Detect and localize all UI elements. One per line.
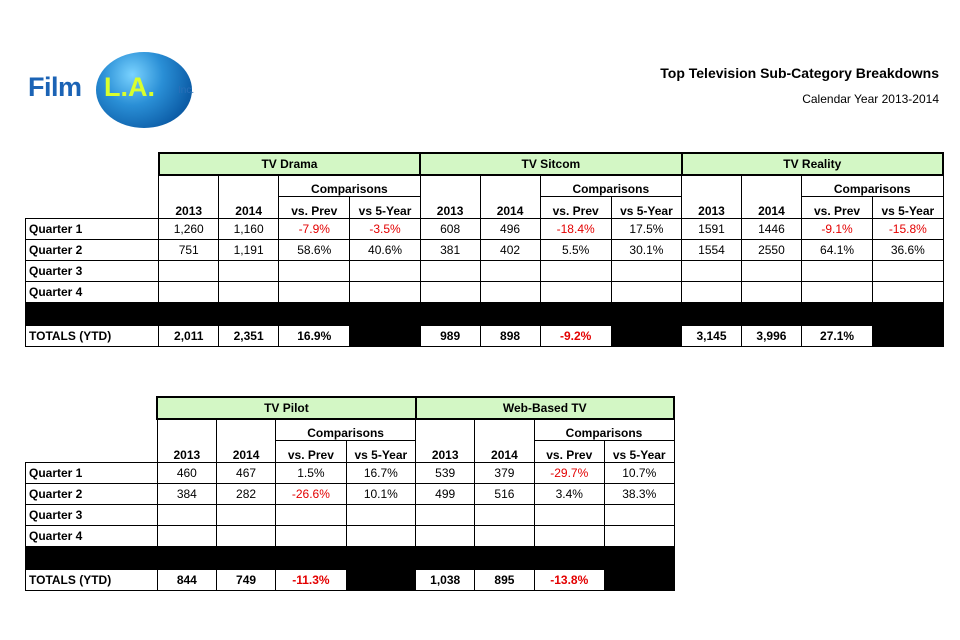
totals-label: TOTALS (YTD)	[26, 326, 159, 347]
vs-prev-header: vs. Prev	[534, 441, 604, 463]
table-cell	[480, 261, 540, 282]
table-cell	[540, 282, 611, 303]
table-cell	[534, 505, 604, 526]
table-cell	[276, 505, 346, 526]
table-cell	[420, 261, 480, 282]
row-label: Quarter 1	[26, 219, 159, 240]
logo-inc-text: Inc.	[178, 85, 195, 96]
group-header: TV Pilot	[157, 397, 415, 419]
table-cell	[159, 261, 219, 282]
table-cell	[534, 526, 604, 547]
table-cell	[157, 526, 216, 547]
totals-cell	[604, 570, 674, 591]
totals-cell: 2,011	[159, 326, 219, 347]
table-cell	[219, 282, 279, 303]
row-label: Quarter 1	[26, 463, 158, 484]
table-cell: -9.1%	[801, 219, 872, 240]
totals-cell	[873, 326, 943, 347]
totals-cell	[611, 326, 681, 347]
table-cell	[279, 261, 350, 282]
totals-cell: 1,038	[416, 570, 475, 591]
table-cell: 381	[420, 240, 480, 261]
table-cell: 1,160	[219, 219, 279, 240]
table-cell: 467	[216, 463, 275, 484]
table-cell: 64.1%	[801, 240, 872, 261]
table-row	[26, 484, 675, 505]
table-cell	[475, 505, 534, 526]
table-cell: 40.6%	[350, 240, 420, 261]
label-blank	[26, 197, 159, 219]
table-cell	[350, 282, 420, 303]
table-cell: 1,191	[219, 240, 279, 261]
totals-cell: 16.9%	[279, 326, 350, 347]
comparisons-header-row	[26, 175, 944, 197]
table-cell: 38.3%	[604, 484, 674, 505]
year-header: 2013	[416, 419, 475, 463]
corner-blank	[26, 397, 158, 419]
table-cell	[350, 261, 420, 282]
vs-5-year-header: vs 5-Year	[604, 441, 674, 463]
table-cell: -18.4%	[540, 219, 611, 240]
vs-prev-header: vs. Prev	[276, 441, 346, 463]
vs-prev-header: vs. Prev	[279, 197, 350, 219]
table-cell	[611, 282, 681, 303]
table-cell	[279, 282, 350, 303]
table-row	[26, 240, 944, 261]
table-cell: 5.5%	[540, 240, 611, 261]
table-cell: -3.5%	[350, 219, 420, 240]
table-cell: 1591	[682, 219, 742, 240]
table-cell: 460	[157, 463, 216, 484]
table-cell: 282	[216, 484, 275, 505]
table-cell: 1,260	[159, 219, 219, 240]
table-row	[26, 261, 944, 282]
year-header: 2014	[216, 419, 275, 463]
table-cell	[416, 526, 475, 547]
table-row	[26, 463, 675, 484]
filmla-logo	[28, 52, 198, 130]
table-cell	[346, 505, 415, 526]
corner-blank	[26, 153, 159, 175]
totals-row	[26, 570, 675, 591]
table-cell: 3.4%	[534, 484, 604, 505]
table-cell: 1446	[741, 219, 801, 240]
table-cell	[276, 526, 346, 547]
group-header: TV Sitcom	[420, 153, 681, 175]
totals-cell: 2,351	[219, 326, 279, 347]
totals-cell: 844	[157, 570, 216, 591]
table-cell: 2550	[741, 240, 801, 261]
table-cell	[157, 505, 216, 526]
table-row	[26, 505, 675, 526]
table-cell	[682, 282, 742, 303]
table-cell	[741, 282, 801, 303]
totals-cell: 895	[475, 570, 534, 591]
table-cell	[416, 505, 475, 526]
totals-cell: 3,996	[741, 326, 801, 347]
table-cell: 379	[475, 463, 534, 484]
row-label: Quarter 3	[26, 261, 159, 282]
vs-5-year-header: vs 5-Year	[873, 197, 943, 219]
totals-cell: 989	[420, 326, 480, 347]
table-cell: 499	[416, 484, 475, 505]
year-header: 2014	[219, 175, 279, 219]
table-cell	[420, 282, 480, 303]
table-cell	[604, 505, 674, 526]
vs-5-year-header: vs 5-Year	[346, 441, 415, 463]
vs-prev-header: vs. Prev	[801, 197, 872, 219]
page-subtitle: Calendar Year 2013-2014	[802, 92, 939, 106]
table-cell	[801, 261, 872, 282]
totals-cell: 3,145	[682, 326, 742, 347]
year-header-row	[26, 441, 675, 463]
table-cell: -26.6%	[276, 484, 346, 505]
totals-cell: -13.8%	[534, 570, 604, 591]
vs-5-year-header: vs 5-Year	[350, 197, 420, 219]
row-label: Quarter 4	[26, 526, 158, 547]
label-blank	[26, 175, 159, 197]
year-header: 2013	[682, 175, 742, 219]
table-cell: 30.1%	[611, 240, 681, 261]
separator-bar	[26, 547, 675, 570]
row-label: Quarter 4	[26, 282, 159, 303]
row-label: Quarter 2	[26, 240, 159, 261]
separator-bar-cell	[26, 303, 944, 326]
page-title: Top Television Sub-Category Breakdowns	[660, 65, 939, 81]
logo-film-text: Film	[28, 72, 82, 102]
table-cell	[604, 526, 674, 547]
table-cell	[682, 261, 742, 282]
table-cell	[216, 526, 275, 547]
table-cell: 402	[480, 240, 540, 261]
year-header: 2013	[159, 175, 219, 219]
vs-5-year-header: vs 5-Year	[611, 197, 681, 219]
totals-cell: 749	[216, 570, 275, 591]
table-cell: 1.5%	[276, 463, 346, 484]
vs-prev-header: vs. Prev	[540, 197, 611, 219]
totals-cell: 27.1%	[801, 326, 872, 347]
table-cell: 496	[480, 219, 540, 240]
row-label: Quarter 3	[26, 505, 158, 526]
table-cell	[216, 505, 275, 526]
table-cell	[346, 526, 415, 547]
table-cell: -7.9%	[279, 219, 350, 240]
year-header: 2014	[475, 419, 534, 463]
table-cell: 36.6%	[873, 240, 943, 261]
table-cell: 1554	[682, 240, 742, 261]
year-header: 2013	[420, 175, 480, 219]
table-cell: 384	[157, 484, 216, 505]
comparisons-header: Comparisons	[276, 419, 416, 441]
totals-row	[26, 326, 944, 347]
table-cell	[540, 261, 611, 282]
table-row	[26, 526, 675, 547]
table-cell	[480, 282, 540, 303]
table-cell: -29.7%	[534, 463, 604, 484]
year-header: 2014	[741, 175, 801, 219]
group-header: TV Drama	[159, 153, 420, 175]
table-cell	[475, 526, 534, 547]
label-blank	[26, 419, 158, 441]
table-row	[26, 219, 944, 240]
table-cell: 10.1%	[346, 484, 415, 505]
group-header: TV Reality	[682, 153, 943, 175]
comparisons-header: Comparisons	[534, 419, 674, 441]
totals-cell: 898	[480, 326, 540, 347]
logo-la-text: L.A.	[104, 72, 155, 102]
table-cell	[741, 261, 801, 282]
comparisons-header-row	[26, 419, 675, 441]
totals-cell	[350, 326, 420, 347]
totals-cell: -9.2%	[540, 326, 611, 347]
table-cell: 608	[420, 219, 480, 240]
table-cell: 10.7%	[604, 463, 674, 484]
table-cell: 751	[159, 240, 219, 261]
table-cell	[611, 261, 681, 282]
table-cell: 516	[475, 484, 534, 505]
table-cell	[159, 282, 219, 303]
bottom-breakdown-table	[25, 396, 675, 591]
comparisons-header: Comparisons	[540, 175, 682, 197]
totals-label: TOTALS (YTD)	[26, 570, 158, 591]
label-blank	[26, 441, 158, 463]
separator-bar-cell	[26, 547, 675, 570]
year-header: 2013	[157, 419, 216, 463]
table-cell	[873, 261, 943, 282]
group-header: Web-Based TV	[416, 397, 674, 419]
table-row	[26, 282, 944, 303]
table-cell	[219, 261, 279, 282]
totals-cell	[346, 570, 415, 591]
table-cell	[873, 282, 943, 303]
separator-bar	[26, 303, 944, 326]
comparisons-header: Comparisons	[801, 175, 943, 197]
table-cell: -15.8%	[873, 219, 943, 240]
top-breakdown-table	[25, 152, 944, 347]
table-cell: 539	[416, 463, 475, 484]
table-cell	[801, 282, 872, 303]
year-header: 2014	[480, 175, 540, 219]
group-header-row	[26, 153, 944, 175]
group-header-row	[26, 397, 675, 419]
row-label: Quarter 2	[26, 484, 158, 505]
table-cell: 16.7%	[346, 463, 415, 484]
comparisons-header: Comparisons	[279, 175, 421, 197]
totals-cell: -11.3%	[276, 570, 346, 591]
table-cell: 17.5%	[611, 219, 681, 240]
table-cell: 58.6%	[279, 240, 350, 261]
